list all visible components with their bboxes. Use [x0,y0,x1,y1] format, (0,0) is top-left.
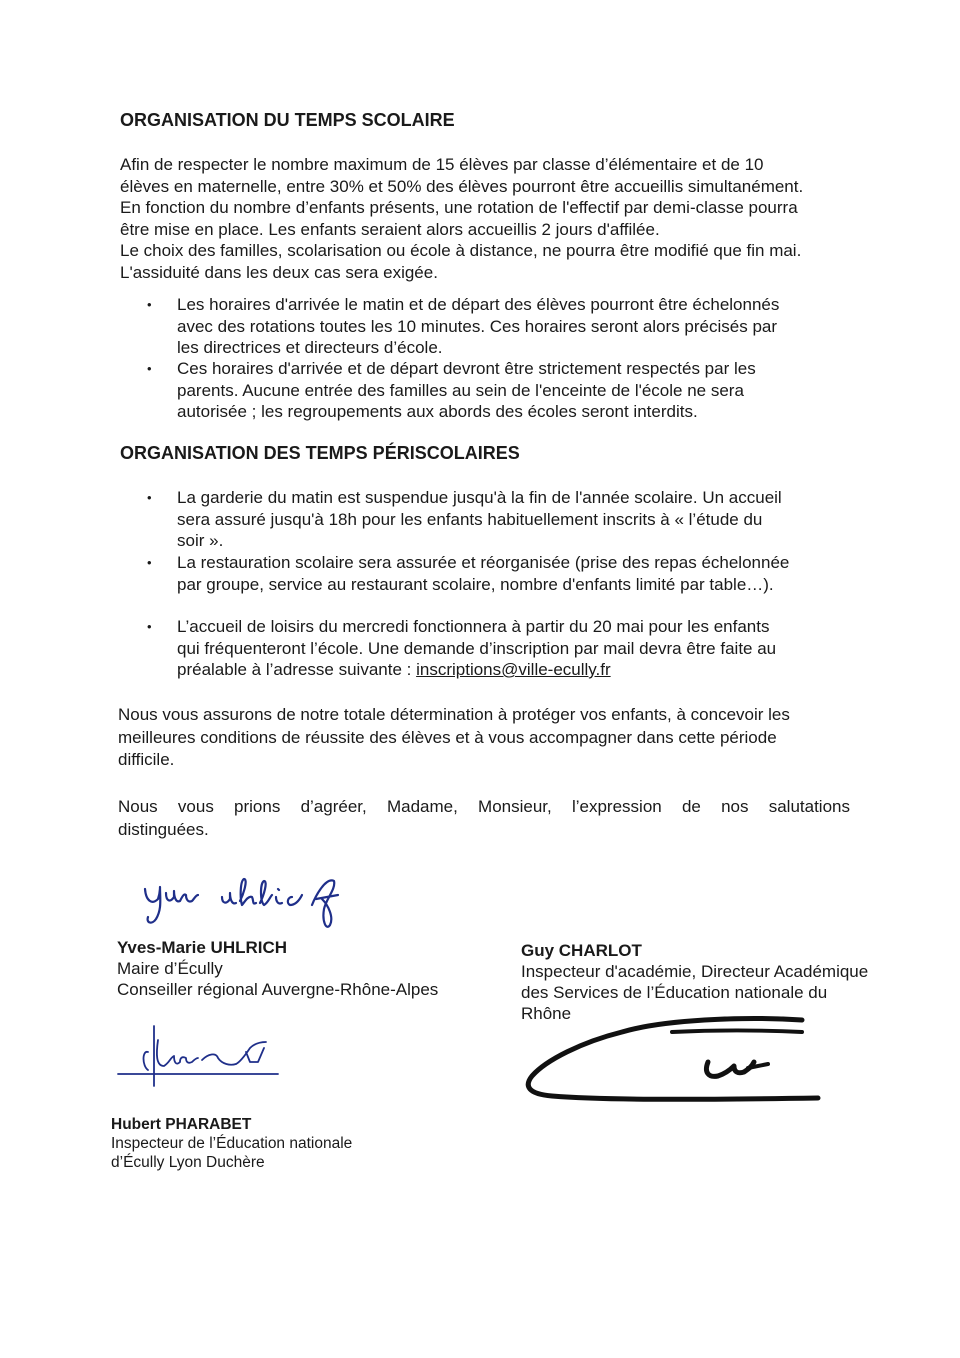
text-line: En fonction du nombre d’enfants présents, une rotation de l'effectif par demi-classe pourra [120,198,798,217]
text-fragment: préalable à l’adresse suivante : [177,660,417,679]
bullet-icon: • [147,361,152,376]
text-line: qui fréquenteront l’école. Une demande d’inscription par mail devra être faite au [177,638,777,658]
text-line: distinguées. [118,819,209,839]
text-line: soir ». [177,531,224,550]
text-line: élèves en maternelle, entre 30% et 50% des élèves pourront être accueillis simultanément. [120,176,804,196]
text-line: les directrices et directeurs d’école. [177,338,443,357]
closing-paragraph [118,704,790,772]
signatory-role: Rhône [521,1004,572,1023]
academie-signature-icon [522,1010,822,1105]
text-line: Afin de respecter le nombre maximum de 15 élèves par classe d’élémentaire et de 10 [120,155,764,174]
text-line: Nous vous assurons de notre totale détermination à protéger vos enfants, à concevoir les [118,705,790,724]
signatory-role: Conseiller régional Auvergne-Rhône-Alpes [117,980,439,999]
paragraph-temps-scolaire [120,154,803,283]
bullet-icon: • [147,297,152,312]
section-heading-temps-scolaire: ORGANISATION DU TEMPS SCOLAIRE [120,110,455,130]
text-line: Les horaires d'arrivée le matin et de départ des élèves pourront être échelonnés [177,295,780,314]
signatory-inspector [111,1116,352,1172]
signatory-role: des Services de l’Éducation nationale du [521,983,828,1002]
text-line: avec des rotations toutes les 10 minutes. Ces horaires seront alors précisés par [177,316,778,336]
text-line: L'assiduité dans les deux cas sera exigée. [120,262,438,282]
inspector-signature-icon [118,1022,288,1092]
text-line: La garderie du matin est suspendue jusqu'à la fin de l'année scolaire. Un accueil [177,488,782,507]
text-line [177,659,877,681]
bullet-icon: • [147,619,152,634]
text-line: parents. Aucune entrée des familles au sein de l'enceinte de l'école ne sera [177,380,744,400]
bullet-icon: • [147,555,152,570]
signatory-name: Hubert PHARABET [111,1116,252,1133]
signatory-role: d’Écully Lyon Duchère [111,1154,265,1171]
signatory-mayor [117,938,438,1000]
signatory-role: Inspecteur de l’Éducation nationale [111,1135,353,1152]
bullet-icon: • [147,490,152,505]
signatory-name: Guy CHARLOT [521,941,642,960]
text-line: difficile. [118,750,175,769]
signatory-role: Maire d’Écully [117,959,223,978]
text-line: La restauration scolaire sera assurée et réorganisée (prise des repas échelonnée [177,553,790,572]
text-line: Nous vous prions d’agréer, Madame, Monsieur, l’expression de nos salutations [118,797,850,816]
text-line: L’accueil de loisirs du mercredi fonctionnera à partir du 20 mai pour les enfants [177,617,770,636]
mayor-signature-icon [140,875,360,935]
text-line: Le choix des familles, scolarisation ou école à distance, ne pourra être modifié que fin mai. [120,241,802,260]
text-line: Ces horaires d'arrivée et de départ devront être strictement respectés par les [177,359,756,378]
email-link[interactable]: inscriptions@ville-ecully.fr [416,660,611,679]
salutation-paragraph [118,796,850,841]
signatory-role: Inspecteur d'académie, Directeur Académique [521,962,869,981]
text-line: autorisée ; les regroupements aux abords des écoles seront interdits. [177,402,698,421]
text-line: sera assuré jusqu'à 18h pour les enfants habituellement inscrits à « l’étude du [177,509,763,529]
text-line: être mise en place. Les enfants seraient alors accueillis 2 jours d'affilée. [120,219,660,239]
signatory-name: Yves-Marie UHLRICH [117,938,288,957]
section-heading-temps-periscolaires: ORGANISATION DES TEMPS PÉRISCOLAIRES [120,443,520,463]
text-line: meilleures conditions de réussite des élèves et à vous accompagner dans cette période [118,727,777,747]
text-line: par groupe, service au restaurant scolaire, nombre d'enfants limité par table…). [177,574,774,594]
